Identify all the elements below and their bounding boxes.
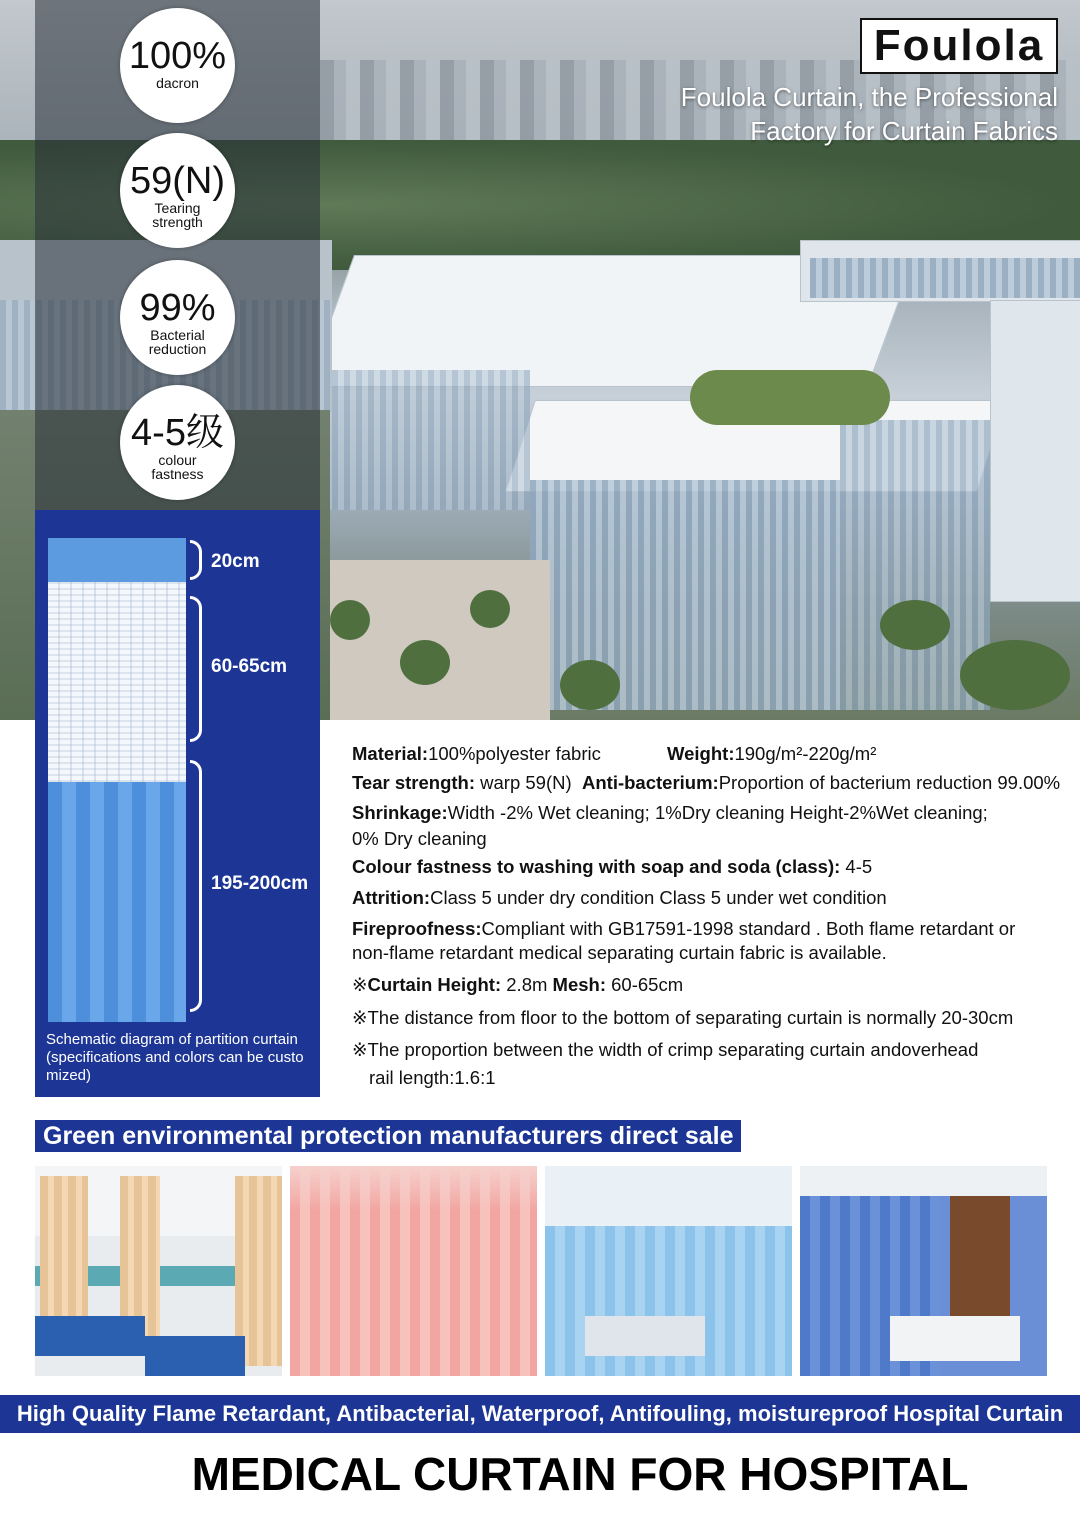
spec-attrition <box>352 886 887 910</box>
spec-value: Class 5 under dry condition Class 5 under wet condition <box>430 887 887 908</box>
tagline-line2: Factory for Curtain Fabrics <box>750 116 1058 146</box>
spec-value: 190g/m²-220g/m² <box>734 743 877 764</box>
badge-label: strength <box>152 214 203 230</box>
brace-mesh <box>190 596 202 742</box>
spec-anti-bacterium <box>582 771 1060 795</box>
dimension-top: 20cm <box>211 551 260 572</box>
spec-label: Attrition: <box>352 887 431 908</box>
badge-colour-fastness <box>120 385 235 500</box>
schematic-caption: Schematic diagram of partition curtain (specifications and colors can be custo mized) <box>46 1031 304 1084</box>
badge-label: fastness <box>151 466 204 482</box>
badge-value: 59(N) <box>129 160 226 202</box>
spec-curtain-height <box>352 973 683 997</box>
spec-label: Anti-bacterium: <box>582 772 719 793</box>
badge-label: dacron <box>156 75 199 91</box>
spec-value: 100%polyester fabric <box>428 743 601 764</box>
page-title: MEDICAL CURTAIN FOR HOSPITAL <box>191 1448 969 1500</box>
badge-label: reduction <box>148 341 207 357</box>
note-mark: ※ <box>352 974 368 995</box>
curtain-schematic <box>48 538 186 1022</box>
brand-logo: Foulola <box>860 18 1058 74</box>
photo-pink-curtain-ward <box>290 1166 537 1376</box>
spec-note-width-ratio: ※The proportion between the width of crimp separating curtain andoverhead <box>352 1039 979 1060</box>
features-banner: High Quality Flame Retardant, Antibacterial, Waterproof, Antifouling, moistureproof Hospital Curtain <box>0 1395 1080 1433</box>
curtain-body-section <box>48 782 186 1022</box>
badge-value: 4-5级 <box>131 412 224 454</box>
spec-label: Mesh: <box>552 974 606 995</box>
badge-bacterial-reduction <box>120 260 235 375</box>
badge-value: 100% <box>128 35 227 77</box>
spec-shrinkage-cont: 0% Dry cleaning <box>352 828 487 849</box>
spec-fireproofness <box>352 917 1015 941</box>
spec-value: Compliant with GB17591-1998 standard . Both flame retardant or <box>481 918 1016 939</box>
spec-weight <box>667 742 876 766</box>
spec-label: Curtain Height: <box>367 974 502 995</box>
curtain-mesh-section <box>48 582 186 782</box>
badge-dacron <box>120 8 235 123</box>
badge-tearing-strength <box>120 133 235 248</box>
spec-tear-strength <box>352 771 572 795</box>
photo-beige-curtain-ward <box>35 1166 282 1376</box>
badge-label: Bacterial <box>150 327 205 343</box>
spec-label: Shrinkage: <box>352 802 448 823</box>
spec-value: 4-5 <box>840 856 873 877</box>
spec-colour-fastness <box>352 855 872 879</box>
dimension-body: 195-200cm <box>211 873 309 894</box>
spec-label: Material: <box>352 743 429 764</box>
badge-label: Tearing <box>154 200 201 216</box>
spec-value: 2.8m <box>501 974 553 995</box>
spec-value: Proportion of bacterium reduction 99.00% <box>718 772 1061 793</box>
spec-shrinkage <box>352 801 988 825</box>
badge-value: 99% <box>139 287 216 329</box>
tagline-line1: Foulola Curtain, the Professional <box>680 82 1058 112</box>
curtain-top-band <box>48 538 186 582</box>
spec-value: Width -2% Wet cleaning; 1%Dry cleaning Height-2%Wet cleaning; <box>447 802 988 823</box>
dimension-mesh: 60-65cm <box>211 656 288 677</box>
photo-navy-curtain-ward <box>800 1166 1047 1376</box>
spec-label: Colour fastness to washing with soap and soda (class): <box>352 856 841 877</box>
spec-value: warp 59(N) <box>475 772 572 793</box>
brace-body <box>190 760 202 1012</box>
spec-label: Weight: <box>667 743 735 764</box>
spec-material <box>352 742 601 766</box>
spec-note-width-ratio-cont: rail length:1.6:1 <box>369 1067 496 1088</box>
spec-note-floor-distance: ※The distance from floor to the bottom of separating curtain is normally 20-30cm <box>352 1007 1014 1028</box>
brace-top <box>190 540 202 580</box>
spec-fireproofness-cont: non-flame retardant medical separating curtain fabric is available. <box>352 942 887 963</box>
direct-sale-banner: Green environmental protection manufacturers direct sale <box>35 1120 741 1152</box>
spec-label: Fireproofness: <box>352 918 482 939</box>
spec-label: Tear strength: <box>352 772 476 793</box>
badge-label: colour <box>158 452 197 468</box>
spec-value: 60-65cm <box>606 974 684 995</box>
photo-blue-mesh-curtain-ward <box>545 1166 792 1376</box>
